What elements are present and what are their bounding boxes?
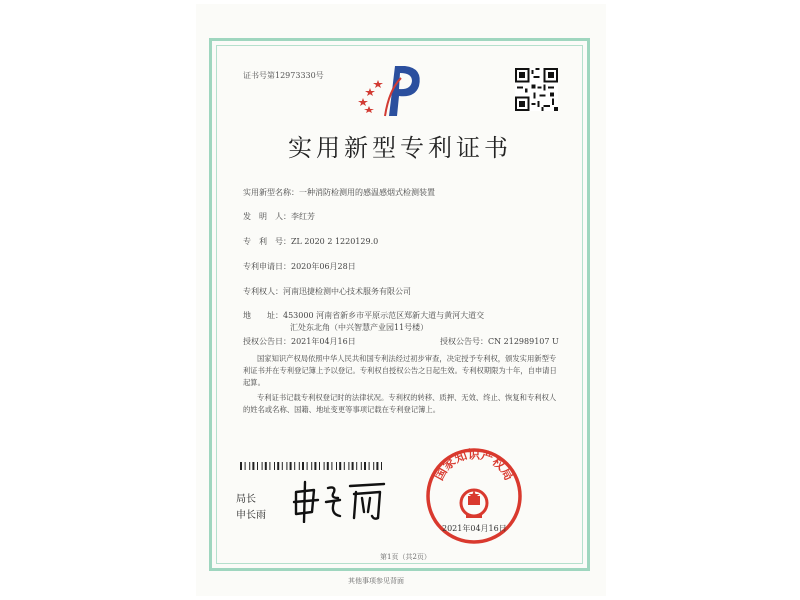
page-number: 第1页（共2页） <box>380 553 431 561</box>
statement-paragraph-2: 专利证书记载专利权登记时的法律状况。专利权的转移、质押、无效、终止、恢复和专利权人的姓名或名称、国籍、地址变更等事项记载在专利登记簿上。 <box>243 393 557 414</box>
inventor-row: 发 明 人：李红芳 <box>243 212 315 221</box>
cnipa-logo-icon <box>355 60 435 120</box>
address-line-2: 汇处东北角（中兴智慧产业园11号楼） <box>290 323 429 332</box>
grant-date-row: 授权公告日：2021年04月16日 <box>243 337 356 346</box>
footnote: 其他事项参见背面 <box>348 577 404 585</box>
director-signature <box>290 478 390 523</box>
signatory-name: 申长雨 <box>236 510 266 521</box>
statement-paragraph-1: 国家知识产权局依照中华人民共和国专利法经过初步审查，决定授予专利权，颁发实用新型专利证书并在专利登记簿上予以登记。专利权自授权公告之日起生效。专利权期限为十年，自申请日起算。 <box>243 354 557 387</box>
certificate-title: 实用新型专利证书 <box>288 134 512 162</box>
signatory-title: 局长 <box>236 494 256 505</box>
qr-code <box>515 68 558 111</box>
patent-number-row: 专 利 号：ZL 2020 2 1220129.0 <box>243 237 379 246</box>
patentee-row: 专利权人：河南迅捷检测中心技术服务有限公司 <box>243 287 411 296</box>
certificate-number: 证书号第12973330号 <box>243 71 324 80</box>
application-date-row: 专利申请日：2020年06月28日 <box>243 262 356 271</box>
seal-date: 2021年04月16日 <box>442 524 507 533</box>
utility-model-name-row: 实用新型名称：一种消防检测用的感温感烟式检测装置 <box>243 188 435 197</box>
barcode <box>240 462 385 470</box>
address-row: 地 址：453000 河南省新乡市平原示范区郑新大道与黄河大道交 <box>243 311 485 320</box>
svg-text:国家知识产权局: 国家知识产权局 <box>431 447 517 483</box>
certificate-inner-border <box>216 45 583 564</box>
grant-number-row: 授权公告号：CN 212989107 U <box>440 337 559 346</box>
